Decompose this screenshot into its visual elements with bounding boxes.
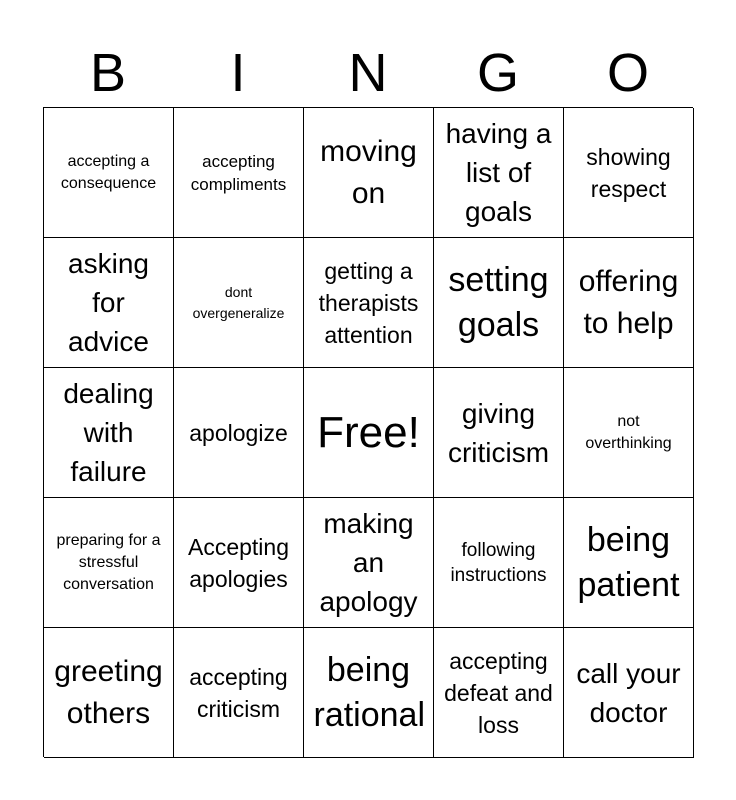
cell-label: making an apology — [319, 508, 418, 617]
cell-label: accepting criticism — [189, 663, 288, 722]
bingo-cell[interactable] — [174, 238, 304, 368]
cell-label: accepting defeat and loss — [444, 647, 553, 738]
bingo-cell[interactable] — [304, 108, 434, 238]
bingo-header — [43, 42, 693, 104]
bingo-cell[interactable] — [304, 498, 434, 628]
header-letter-o: O — [606, 43, 649, 103]
bingo-cell[interactable] — [434, 368, 564, 498]
bingo-cell[interactable] — [564, 108, 694, 238]
bingo-cell[interactable] — [174, 498, 304, 628]
cell-label: asking for advice — [68, 248, 149, 357]
bingo-cell[interactable] — [564, 628, 694, 758]
bingo-cell[interactable] — [44, 108, 174, 238]
bingo-cell[interactable] — [434, 628, 564, 758]
bingo-cell[interactable] — [44, 628, 174, 758]
cell-label: Accepting apologies — [187, 533, 289, 592]
header-letter-i: I — [230, 43, 246, 103]
bingo-cell[interactable] — [174, 628, 304, 758]
header-letter-n: N — [348, 43, 388, 103]
bingo-cell[interactable] — [304, 628, 434, 758]
cell-label: dealing with failure — [63, 378, 154, 487]
bingo-cell[interactable] — [44, 498, 174, 628]
cell-label: dont overgeneralize — [192, 283, 285, 321]
bingo-cell[interactable] — [304, 238, 434, 368]
free-space-cell[interactable] — [304, 368, 434, 498]
free-space-label: Free! — [317, 407, 420, 457]
bingo-cell[interactable] — [434, 498, 564, 628]
cell-label: offering to help — [578, 264, 679, 340]
bingo-cell[interactable] — [564, 498, 694, 628]
bingo-cell[interactable] — [564, 368, 694, 498]
cell-label: call your doctor — [576, 657, 681, 728]
cell-label: showing respect — [586, 143, 671, 202]
cell-label: apologize — [189, 419, 288, 446]
bingo-cell[interactable] — [174, 368, 304, 498]
bingo-cell[interactable] — [174, 108, 304, 238]
bingo-cell[interactable] — [44, 238, 174, 368]
cell-label: setting goals — [448, 260, 549, 344]
cell-label: accepting compliments — [190, 151, 287, 194]
cell-label: having a list of goals — [445, 118, 552, 227]
header-letter-g: G — [476, 43, 519, 103]
cell-label: accepting a consequence — [60, 152, 157, 192]
bingo-cell[interactable] — [564, 238, 694, 368]
cell-label: moving on — [320, 134, 417, 210]
cell-label: giving criticism — [447, 397, 550, 468]
cell-label: following instructions — [450, 539, 547, 586]
bingo-cell[interactable] — [434, 108, 564, 238]
cell-label: greeting others — [54, 654, 163, 730]
header-letter-b: B — [89, 43, 127, 103]
cell-label: getting a therapists attention — [318, 257, 419, 348]
cell-label: preparing for a stressful conversation — [56, 531, 161, 593]
cell-label: not overthinking — [585, 412, 672, 452]
cell-label: being patient — [577, 520, 680, 604]
cell-label: being rational — [313, 650, 426, 734]
bingo-cell[interactable] — [44, 368, 174, 498]
bingo-cell[interactable] — [434, 238, 564, 368]
bingo-board — [43, 107, 693, 757]
